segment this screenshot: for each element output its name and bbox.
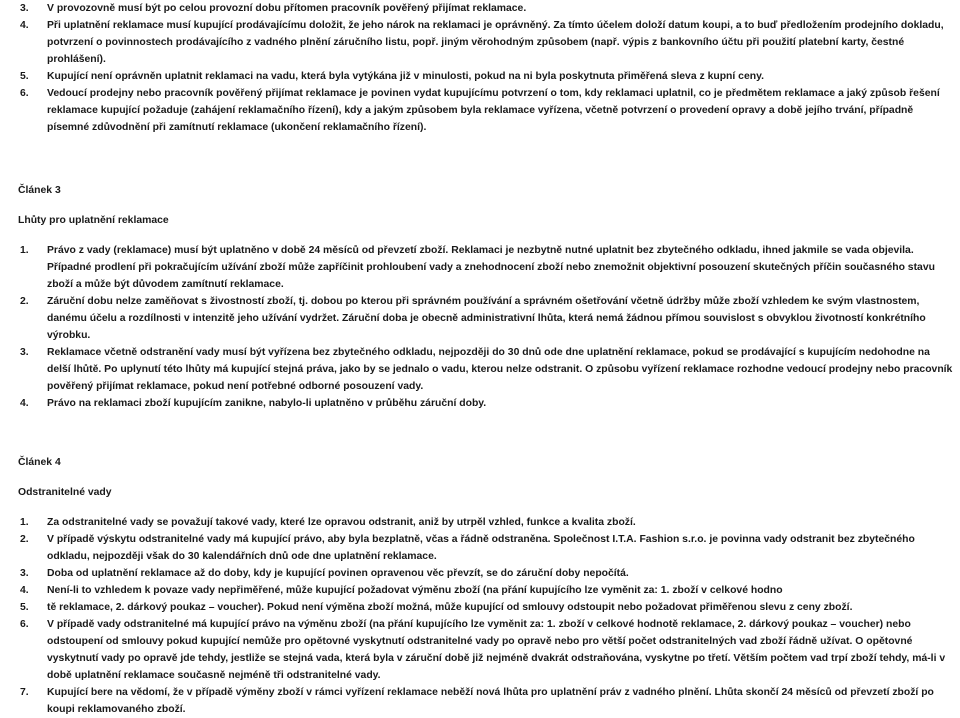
item-text: Reklamace včetně odstranění vady musí být vyřízena bez zbytečného odkladu, nejpozději do 30 dnů ode dne uplatnění reklamace, pokud se prodávající s kupujícím nedohodne na delší lhůtě. Po uplynutí této lhůty má kupující stejná práva, jako by se jednalo o vadu, kterou nelze odstranit. O způsobu vyřízení reklamace rozhodne vedoucí prodejny nebo pracovník pověřený přijímat reklamace, pokud není potřebné odborné posouzení vady. [47, 347, 953, 392]
article-3-list [0, 242, 954, 412]
item-number: 4. [20, 398, 29, 409]
list-item [0, 68, 954, 85]
item-text: Při uplatnění reklamace musí kupující prodávajícímu doložit, že jeho nárok na reklamaci je oprávněný. Za tímto účelem doloží datum koupi, a to buď předložením prodejního dokladu, potvrzení o povinnostech prodávajícího z vadného plnění záručního listu, popř. jiným věrohodným způsobem (např. výpis z bankovního účtu při použití platební karty, čestné prohlášení). [47, 20, 944, 65]
list-item [0, 684, 954, 718]
item-number: 3. [20, 3, 29, 14]
article-3-subtitle: Lhůty pro uplatnění reklamace [18, 215, 169, 226]
item-number: 7. [20, 687, 29, 698]
item-number: 1. [20, 245, 29, 256]
top-list [0, 0, 954, 136]
item-text: V případě výskytu odstranitelné vady má kupující právo, aby byla bezplatně, včas a řádně odstraněna. Společnost I.T.A. Fashion s.r.o. je povinna vady odstranit bez zbytečného odkladu, nejpozději však do 30 kalendářních dnů ode dne uplatnění reklamace. [47, 534, 915, 562]
list-item [0, 514, 954, 531]
list-item [0, 85, 954, 136]
item-number: 5. [20, 71, 29, 82]
item-number: 2. [20, 296, 29, 307]
list-item [0, 395, 954, 412]
item-text: Vedoucí prodejny nebo pracovník pověřený přijímat reklamace je povinen vydat kupujícímu potvrzení o tom, kdy reklamaci uplatnil, co je předmětem reklamace a jaký způsob řešení reklamace kupující požaduje (zahájení reklamačního řízení), kdy a jakým způsobem byla reklamace vyřízena, včetně potvrzení o provedení opravy a době jejího trvání, případně písemné zdůvodnění při zamítnutí reklamace (ukončení reklamačního řízení). [47, 88, 940, 133]
article-4-subtitle: Odstranitelné vady [18, 487, 112, 498]
list-item [0, 293, 954, 344]
item-text: Není-li to vzhledem k povaze vady nepřiměřené, může kupující požadovat výměnu zboží (na přání kupujícího lze vyměnit za: 1. zboží v celkové hodno [47, 585, 783, 596]
list-item [0, 0, 954, 17]
item-number: 2. [20, 534, 29, 545]
list-item [0, 565, 954, 582]
item-number: 6. [20, 619, 29, 630]
list-item [0, 616, 954, 684]
list-item [0, 582, 954, 599]
item-text: V provozovně musí být po celou provozní dobu přítomen pracovník pověřený přijímat reklamace. [47, 3, 527, 14]
list-item [0, 344, 954, 395]
item-text: Právo na reklamaci zboží kupujícím zanikne, nabylo-li uplatněno v průběhu záruční doby. [47, 398, 487, 409]
item-number: 1. [20, 517, 29, 528]
item-number: 6. [20, 88, 29, 99]
item-text: Kupující není oprávněn uplatnit reklamaci na vadu, která byla vytýkána již v minulosti, pokud na ni byla poskytnuta přiměřená sleva z kupní ceny. [47, 71, 764, 82]
list-item [0, 17, 954, 68]
list-item [0, 531, 954, 565]
list-item [0, 599, 954, 616]
article-4-title: Článek 4 [18, 457, 61, 468]
item-text: V případě vady odstranitelné má kupující právo na výměnu zboží (na přání kupujícího lze vyměnit za: 1. zboží v celkové hodnotě reklamace, 2. dárkový poukaz – voucher) nebo odstoupení od smlouvy pokud kupující nemůže pro opětovné vyskytnutí odstranitelné vady po opravě nebo pro větší počet odstranitelných vad zboží řádně užívat. O opětovné vyskytnutí vady po opravě jde tehdy, jestliže se stejná vada, která byla v záruční době již nejméně dvakrát odstraňována, vyskytne po třetí. Větším počtem vad trpí zboží tehdy, má-li v době uplatnění reklamace současně nejméně tři odstranitelné vady. [47, 619, 946, 681]
item-number: 5. [20, 602, 29, 613]
article-3-title: Článek 3 [18, 185, 61, 196]
item-number: 3. [20, 347, 29, 358]
item-text: Kupující bere na vědomí, že v případě výměny zboží v rámci vyřízení reklamace neběží nová lhůta pro uplatnění práv z vadného plnění. Lhůta skončí 24 měsíců od převzetí zboží po koupi reklamovaného zboží. [47, 687, 934, 715]
item-number: 4. [20, 585, 29, 596]
item-text: Záruční dobu nelze zaměňovat s živostností zboží, tj. dobou po kterou při správném používání a správném ošetřování včetně údržby může zboží vzhledem ke svým vlastnostem, danému účelu a rozdílnosti v intenzitě jeho užívání vydržet. Záruční doba je obecně administrativní lhůta, která nemá žádnou přímou souvislost s obvyklou životností konkrétního výrobku. [47, 296, 926, 341]
article-4-list [0, 514, 954, 718]
item-text: tě reklamace, 2. dárkový poukaz – voucher). Pokud není výměna zboží možná, může kupující od smlouvy odstoupit nebo požadovat přiměřenou slevu z ceny zboží. [47, 602, 853, 613]
item-number: 4. [20, 20, 29, 31]
item-text: Doba od uplatnění reklamace až do doby, kdy je kupující povinen opravenou věc převzít, se do záruční doby nepočítá. [47, 568, 629, 579]
list-item [0, 242, 954, 293]
item-number: 3. [20, 568, 29, 579]
item-text: Za odstranitelné vady se považují takové vady, které lze opravou odstranit, aniž by utrpěl vzhled, funkce a kvalita zboží. [47, 517, 636, 528]
item-text: Právo z vady (reklamace) musí být uplatněno v době 24 měsíců od převzetí zboží. Reklamaci je nezbytně nutné uplatnit bez zbytečného odkladu, ihned jakmile se vada objevila. Případné prodlení při pokračujícím užívání zboží může zapříčinit prohloubení vady a znehodnocení zboží nebo znemožnit objektivní posouzení skutečných příčin současného stavu zboží a může být důvodem zamítnutí reklamace. [47, 245, 935, 290]
